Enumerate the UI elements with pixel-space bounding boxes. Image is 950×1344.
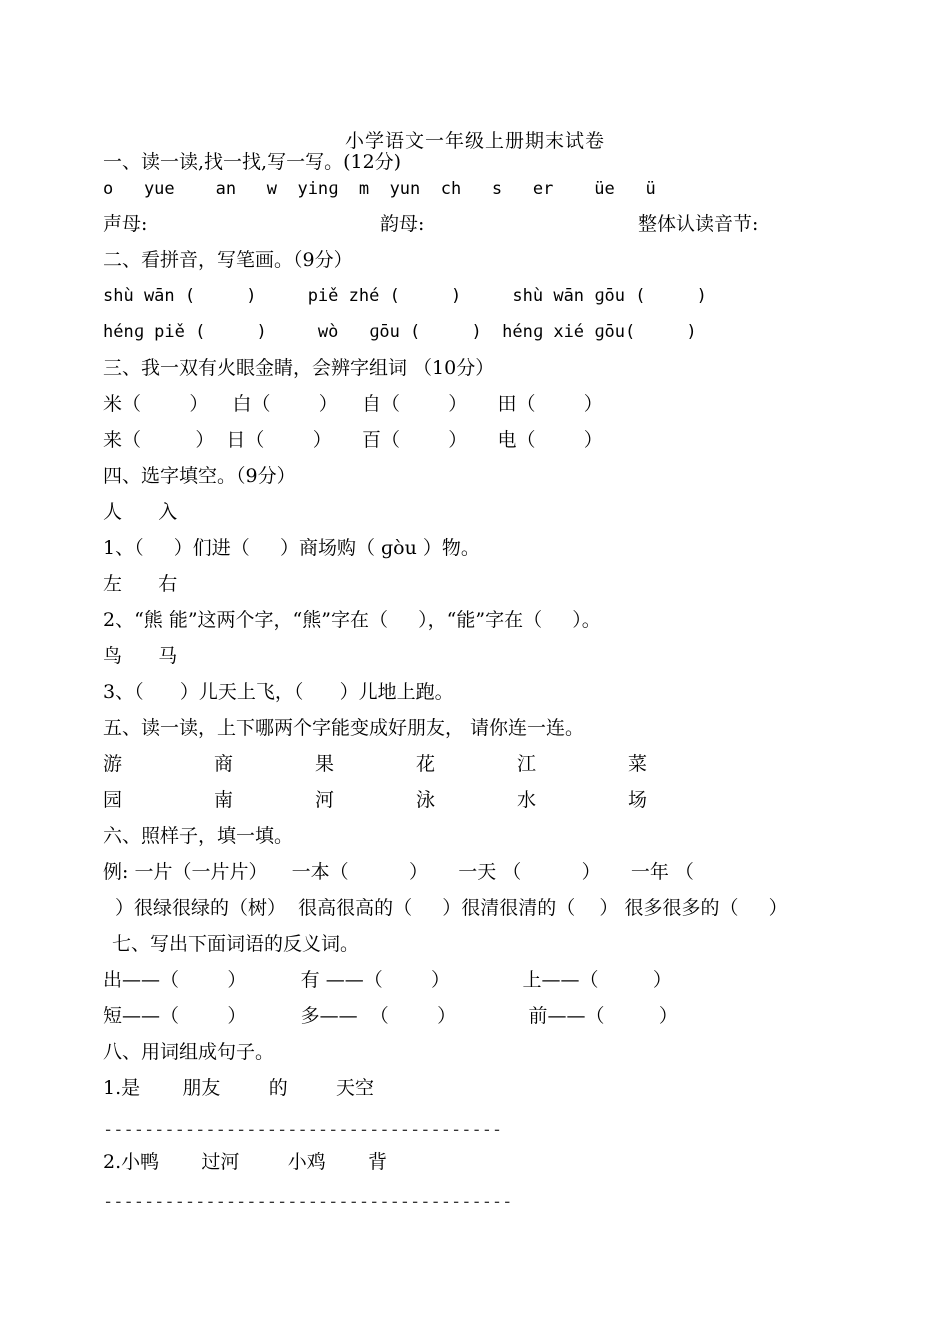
choice-pair-3: 鸟 马 xyxy=(103,645,178,667)
section-6-row1: 例: 一片（一片片） 一本（ ） 一天 （ ） 一年 （ xyxy=(103,861,694,883)
page-title: 小学语文一年级上册期末试卷 xyxy=(344,130,605,152)
section-3-heading: 三、我一双有火眼金睛，会辨字组词 （10分） xyxy=(103,357,495,379)
question-4-2: 2、“熊 能”这两个字，“熊”字在（ ），“能”字在（ ）。 xyxy=(103,609,601,631)
section-1-pinyin: o yue an w yinɡ m yun ch s er üe ü xyxy=(103,179,656,199)
question-4-3: 3、（ ）儿天上飞，（ ）儿地上跑。 xyxy=(103,681,454,703)
top-char-3: 果 xyxy=(315,753,335,775)
section-2-row2: hénɡ piě ( ) wò ɡōu ( ) hénɡ xié ɡōu( ) xyxy=(103,322,697,342)
bottom-char-4: 泳 xyxy=(416,789,436,811)
choice-pair-2: 左 右 xyxy=(103,573,178,595)
question-4-1: 1、（ ）们进（ ）商场购（ ɡòu ）物。 xyxy=(103,537,480,559)
section-7-row2: 短——（ ） 多—— （ ） 前——（ ） xyxy=(103,1005,678,1027)
sentence-question-2: 2.小鸭 过河 小鸡 背 xyxy=(103,1151,387,1173)
section-6-row2: ）很绿很绿的（树） 很高很高的（ ）很清很清的（ ） 很多很多的（ ） xyxy=(115,897,788,919)
section-1-heading: 一、读一读,找一找,写一写。(12分) xyxy=(103,151,402,173)
section-7-heading: 七、写出下面词语的反义词。 xyxy=(112,933,360,955)
section-5-heading: 五、读一读，上下哪两个字能变成好朋友， 请你连一连。 xyxy=(103,717,585,739)
section-4-heading: 四、选字填空。（9分） xyxy=(103,465,296,487)
section-2-heading: 二、看拼音，写笔画。（9分） xyxy=(103,249,353,271)
label-zhengti: 整体认读音节: xyxy=(638,213,759,235)
answer-line-2: ---------------------------------------- xyxy=(103,1192,513,1212)
top-char-5: 江 xyxy=(517,753,537,775)
bottom-char-6: 场 xyxy=(628,789,648,811)
section-3-row1: 米（ ） 白（ ） 自（ ） 田（ ） xyxy=(103,393,603,415)
label-yunmu: 韵母: xyxy=(380,213,425,235)
top-char-4: 花 xyxy=(416,753,436,775)
sentence-question-1: 1.是 朋友 的 天空 xyxy=(103,1077,375,1099)
answer-line-1: --------------------------------------- xyxy=(103,1120,503,1140)
section-8-heading: 八、用词组成句子。 xyxy=(103,1041,275,1063)
top-char-2: 商 xyxy=(214,753,234,775)
section-7-row1: 出——（ ） 有 ——（ ） 上——（ ） xyxy=(103,969,672,991)
top-char-6: 菜 xyxy=(628,753,648,775)
bottom-char-1: 园 xyxy=(103,789,123,811)
section-2-row1: shù wān ( ) piě zhé ( ) shù wān ɡōu ( ) xyxy=(103,286,707,306)
section-3-row2: 来（ ） 日（ ） 百（ ） 电（ ） xyxy=(103,429,603,451)
section-6-heading: 六、照样子，填一填。 xyxy=(103,825,294,847)
label-shengmu: 声母: xyxy=(103,213,148,235)
bottom-char-2: 南 xyxy=(214,789,234,811)
top-char-1: 游 xyxy=(103,753,123,775)
bottom-char-3: 河 xyxy=(315,789,335,811)
bottom-char-5: 水 xyxy=(517,789,537,811)
choice-pair-1: 人 入 xyxy=(103,501,178,523)
